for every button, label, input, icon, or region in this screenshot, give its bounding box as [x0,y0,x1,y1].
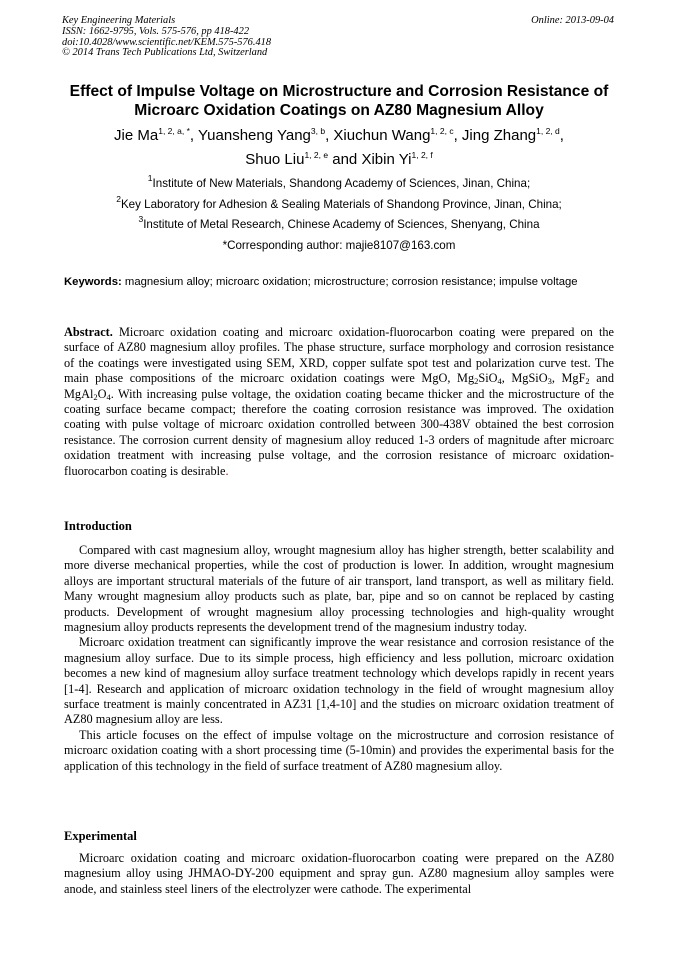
author-name: Jing Zhang [461,127,537,144]
affiliations [50,174,628,256]
subscript: 4 [106,391,111,402]
title-line-2: Microarc Oxidation Coatings on AZ80 Magnesium Alloy [134,102,544,119]
affiliation-mark: 3 [138,214,144,224]
author-line-1: Jie $Ma^{1, 2, a, *}$, Yuansheng Yang$^{3, b}$, Xiuchun Wang$^{1, 2, c}$, Jing Zhang$^{1, 2, d}$, [114,126,564,144]
abstract-text: . With increasing pulse voltage, the oxidation coating became thicker and the microstructure of the coating surface became compact; therefore the coating corrosion resistance was improved. The oxidation coating with pulse voltage of microarc oxidation controlled between 300-438V obtained the best corrosion resistance. The corrosion current density of magnesium alloy reduced 1-3 orders of magnitude after microarc oxidation treatment with increasing pulse voltage, and the corrosion resistance of microarc oxidation-fluorocarbon coating is desirable [64,386,614,478]
keywords-label: Keywords: [64,276,122,288]
section-heading-introduction: Introduction [64,519,132,533]
author-list [50,124,628,172]
journal-header [62,16,271,59]
author-name: Xibin Yi [361,151,412,168]
author-affil-mark: 1, 2, a, * [158,126,190,136]
author-affil-mark: 3, b [310,126,326,136]
subscript: 3 [547,376,552,387]
affiliation-mark: 2 [116,193,121,204]
keywords-text: magnesium alloy; microarc oxidation; microstructure; corrosion resistance; impulse voltage [124,276,578,288]
author-name: Shuo Liu [245,151,305,168]
affiliation-text: Institute of Metal Research, Chinese Academy of Sciences, Shenyang, China [143,218,540,231]
subscript: 2 [93,391,98,402]
section-heading-experimental: Experimental [64,829,137,843]
abstract-label: Abstract. [64,325,113,339]
introduction-section [64,543,614,774]
abstract-text: , MgF [551,371,586,386]
abstract-paragraph [64,325,614,479]
title-line-1: Effect of Impulse Voltage on Microstructure and Corrosion Resistance of [69,83,609,100]
intro-paragraph-3: This article focuses on the effect of impulse voltage on the microstructure and corrosion resistance of microarc oxidation coating with a short processing time (5-10min) and provides the experimental basis for the application of this technology in the field of surface treatment of AZ80 magnesium alloy. [64,727,614,773]
affiliation-mark: 1 [147,173,153,183]
affiliation-3 [50,215,628,236]
doi-line[interactable]: doi:10.4028/www.scientific.net/KEM.575-576.418 [62,36,272,48]
abstract-text: SiO [478,371,498,386]
keywords [64,276,614,290]
subscript: 2 [585,376,590,387]
experimental-paragraph-1: Microarc oxidation coating and microarc oxidation-fluorocarbon coating were prepared on the AZ80 magnesium alloy using JHMAO-DY-200 equipment and spray gun. AZ80 magnesium alloy samples were anode, and stainless steel liners of the electrolyzer were cathode. The experimental [64,851,614,896]
author-name: Yuansheng Yang [197,127,311,144]
author-and: and [332,151,358,168]
author-affil-mark: 1, 2, c [430,126,454,136]
intro-paragraph-2: Microarc oxidation treatment can significantly improve the wear resistance and corrosion resistance of the magnesium alloy surface. Due to its simple process, high efficiency and less pollution, microarc oxidation becomes a new kind of magnesium alloy surface treatment technology which develops rapidly in recent years [1-4]. Research and application of microarc oxidation technology in the field of wrought magnesium alloy surface treatment is mainly concentrated in AZ31 [1,4-10] and the studies on microarc oxidation treatment of AZ80 magnesium alloy are less. [64,635,614,727]
affiliation-2 [50,195,628,216]
journal-name: Key Engineering Materials [62,15,176,26]
paper-title [50,82,628,120]
abstract-text: , MgSiO [501,371,548,386]
abstract-text: O [97,386,107,401]
author-affil-mark: 1, 2, f [411,150,433,160]
intro-paragraph-1: Compared with cast magnesium alloy, wrought magnesium alloy has higher strength, better scalability and more diverse mechanical properties, while the cost of production is lower. In addition, wrought magnesium alloys are important structural materials of the future of air transport, land transport, as well as military field. Many wrought magnesium alloy products such as plate, bar, pipe and so on cannot be replaced by casting products. Development of wrought magnesium alloy processing technologies and high-quality wrought magnesium alloy products represents the development trend of the magnesium industry today. [64,543,614,635]
abstract-end: . [225,463,229,478]
affiliation-text: Key Laboratory for Adhesion & Sealing Materials of Shandong Province, Jinan, China; [120,197,562,211]
subscript: 2 [474,376,479,387]
corresponding-author: *Corresponding author: majie8107@163.com [222,238,456,252]
author-affil-mark: 1, 2, e [304,150,329,160]
online-date: Online: 2013-09-04 [531,15,614,26]
affiliation-1 [50,174,628,195]
subscript: 4 [497,376,502,387]
abstract [64,325,614,479]
author-name: Jie Ma [114,127,159,144]
author-name: Xiuchun Wang [333,127,431,144]
experimental-section [64,851,614,897]
abstract-text: and MgAl [64,371,614,401]
issn-line: ISSN: 1662-9795, Vols. 575-576, pp 418-422 [62,25,250,37]
author-line-2 [50,148,628,172]
affiliation-text: Institute of New Materials, Shandong Academy of Sciences, Jinan, China; [152,177,531,190]
abstract-text: Microarc oxidation coating and microarc oxidation-fluorocarbon coating were prepared on the surface of AZ80 magnesium alloy profiles. The phase structure, surface morphology and corrosion resistance of the coatings were investigated using SEM, XRD, copper sulfate spot test and polarization curve test. The main phase compositions of the microarc oxidation coatings were MgO, Mg [64,325,614,386]
copyright-line: © 2014 Trans Tech Publications Ltd, Switzerland [62,47,268,59]
author-affil-mark: 1, 2, d [536,126,560,136]
